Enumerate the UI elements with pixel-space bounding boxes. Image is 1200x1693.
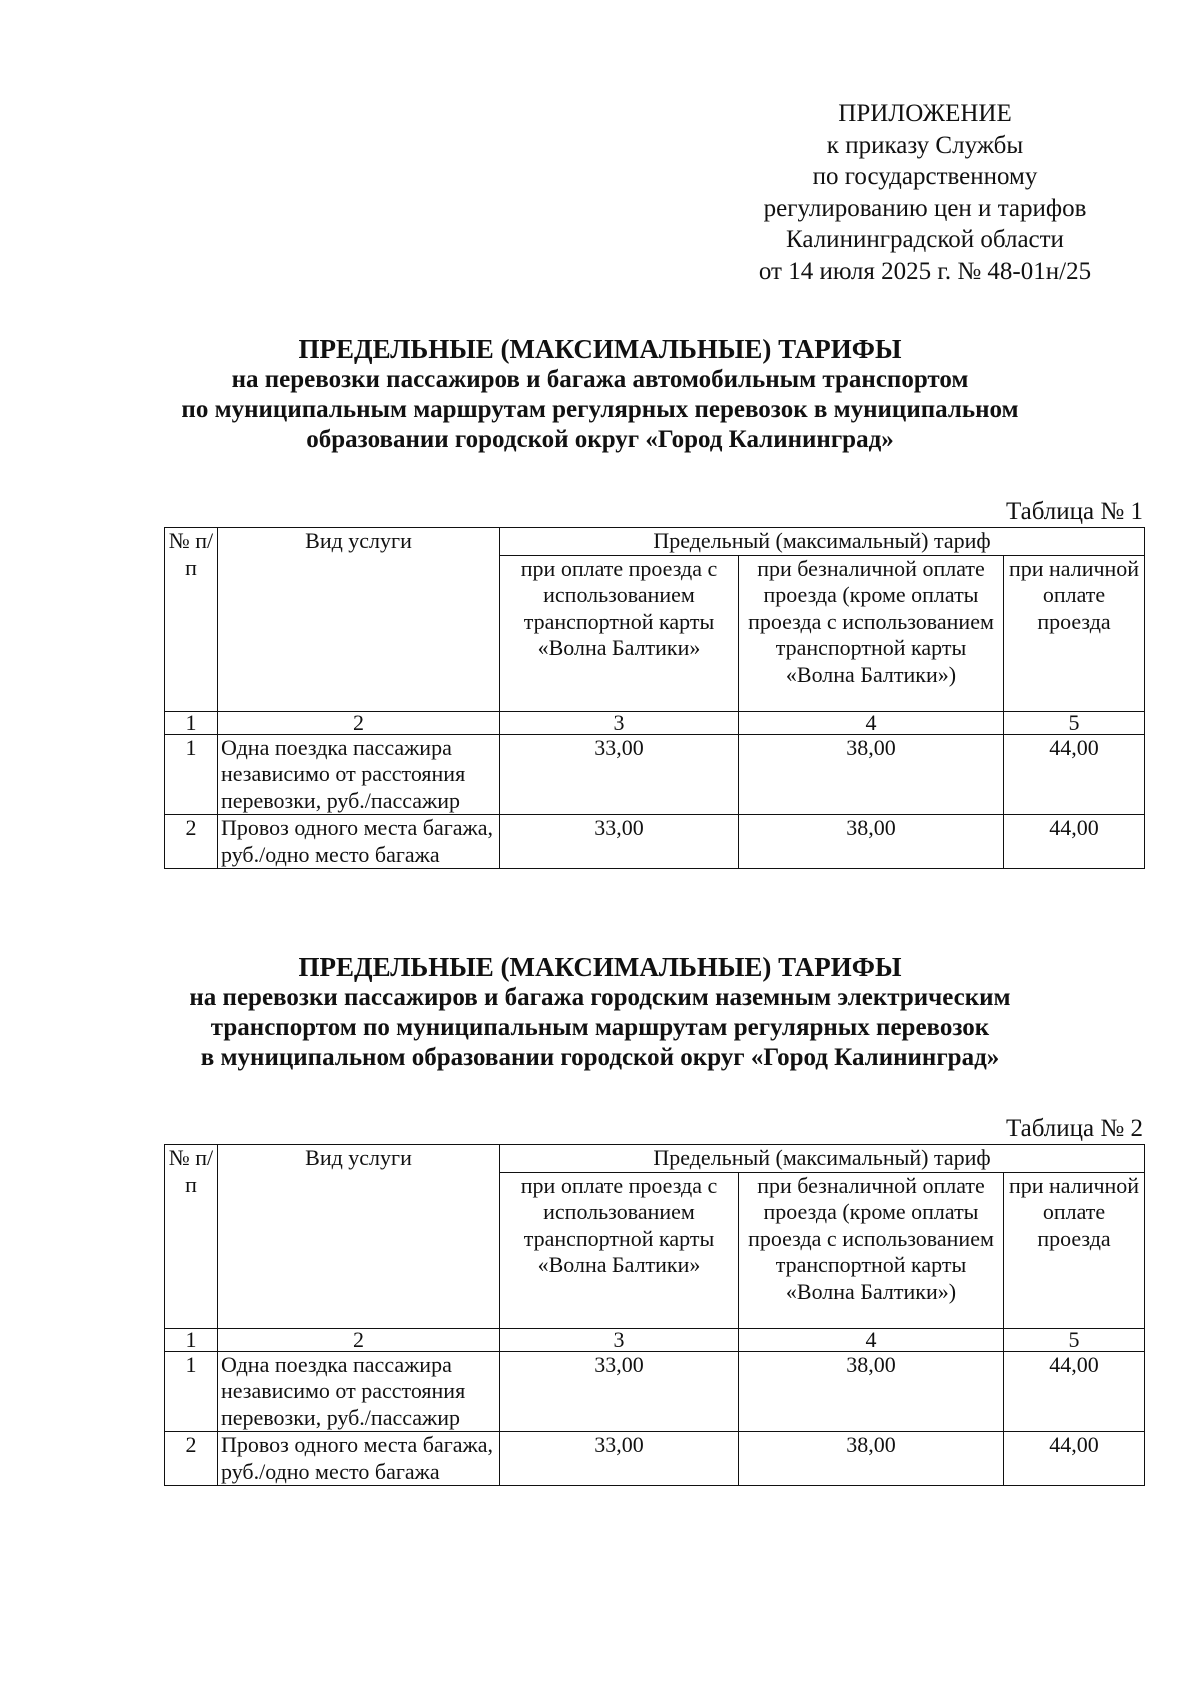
header-num: № п/п xyxy=(165,1145,218,1329)
table-header-row xyxy=(165,1145,1145,1173)
row-card-tariff: 33,00 xyxy=(500,815,739,869)
column-numbers-row xyxy=(165,711,1145,734)
appendix-block xyxy=(705,98,1145,287)
appendix-line: ПРИЛОЖЕНИЕ xyxy=(838,100,1012,127)
row-cash-tariff: 44,00 xyxy=(1004,1432,1145,1486)
section-subtitle-line: транспортом по муниципальным маршрутам регулярных перевозок xyxy=(210,1014,990,1041)
row-num: 1 xyxy=(165,1351,218,1432)
table-row xyxy=(165,1432,1145,1486)
table-row xyxy=(165,734,1145,815)
column-number: 3 xyxy=(500,1328,739,1351)
column-number: 5 xyxy=(1004,711,1145,734)
header-tariff-group: Предельный (максимальный) тариф xyxy=(500,528,1145,556)
column-number: 4 xyxy=(739,711,1004,734)
appendix-line: к приказу Службы xyxy=(826,131,1024,159)
row-cashless-tariff: 38,00 xyxy=(739,815,1004,869)
section-1-heading xyxy=(0,333,1200,455)
column-number: 4 xyxy=(739,1328,1004,1351)
header-cashless-payment: при безналичной оплате проезда (кроме оплаты проезда с использованием транспортной карты «Волна Балтики») xyxy=(739,555,1004,711)
section-title: ПРЕДЕЛЬНЫЕ (МАКСИМАЛЬНЫЕ) ТАРИФЫ xyxy=(298,952,902,982)
table-1-caption: Таблица № 1 xyxy=(1005,498,1143,525)
header-cash-payment: при наличной оплате проезда xyxy=(1004,1172,1145,1328)
column-number: 1 xyxy=(165,1328,218,1351)
row-service: Одна поездка пассажира независимо от расстояния перевозки, руб./пассажир xyxy=(218,1351,500,1432)
column-number: 3 xyxy=(500,711,739,734)
section-subtitle-line: на перевозки пассажиров и багажа автомобильным транспортом xyxy=(231,366,969,393)
row-card-tariff: 33,00 xyxy=(500,734,739,815)
section-title: ПРЕДЕЛЬНЫЕ (МАКСИМАЛЬНЫЕ) ТАРИФЫ xyxy=(298,334,902,364)
tariff-table-2 xyxy=(164,1144,1145,1486)
table-2-caption: Таблица № 2 xyxy=(1005,1115,1143,1142)
column-number: 2 xyxy=(218,711,500,734)
appendix-line: регулированию цен и тарифов xyxy=(763,194,1087,222)
table-row xyxy=(165,815,1145,869)
column-numbers-row xyxy=(165,1328,1145,1351)
header-num: № п/п xyxy=(165,528,218,712)
section-subtitle-line: в муниципальном образовании городской округ «Город Калининград» xyxy=(200,1044,1000,1071)
header-service: Вид услуги xyxy=(218,1145,500,1329)
row-card-tariff: 33,00 xyxy=(500,1351,739,1432)
section-2-heading xyxy=(0,951,1200,1073)
row-service: Провоз одного места багажа, руб./одно место багажа xyxy=(218,815,500,869)
table-header-row xyxy=(165,528,1145,556)
row-cashless-tariff: 38,00 xyxy=(739,1351,1004,1432)
row-num: 2 xyxy=(165,1432,218,1486)
header-card-payment: при оплате проезда с использованием транспортной карты «Волна Балтики» xyxy=(500,1172,739,1328)
section-subtitle-line: на перевозки пассажиров и багажа городским наземным электрическим xyxy=(189,984,1011,1011)
column-number: 2 xyxy=(218,1328,500,1351)
header-cashless-payment: при безналичной оплате проезда (кроме оплаты проезда с использованием транспортной карты «Волна Балтики») xyxy=(739,1172,1004,1328)
header-cash-payment: при наличной оплате проезда xyxy=(1004,555,1145,711)
table-row xyxy=(165,1351,1145,1432)
column-number: 1 xyxy=(165,711,218,734)
header-card-payment: при оплате проезда с использованием транспортной карты «Волна Балтики» xyxy=(500,555,739,711)
row-service: Провоз одного места багажа, руб./одно место багажа xyxy=(218,1432,500,1486)
row-cash-tariff: 44,00 xyxy=(1004,815,1145,869)
row-card-tariff: 33,00 xyxy=(500,1432,739,1486)
appendix-line: Калининградской области xyxy=(786,226,1064,253)
column-number: 5 xyxy=(1004,1328,1145,1351)
appendix-line: от 14 июля 2025 г. № 48-01н/25 xyxy=(758,257,1092,285)
row-service: Одна поездка пассажира независимо от расстояния перевозки, руб./пассажир xyxy=(218,734,500,815)
row-cash-tariff: 44,00 xyxy=(1004,1351,1145,1432)
row-num: 2 xyxy=(165,815,218,869)
row-cashless-tariff: 38,00 xyxy=(739,1432,1004,1486)
header-service: Вид услуги xyxy=(218,528,500,712)
appendix-line: по государственному xyxy=(812,163,1038,190)
row-cashless-tariff: 38,00 xyxy=(739,734,1004,815)
header-tariff-group: Предельный (максимальный) тариф xyxy=(500,1145,1145,1173)
section-subtitle-line: образовании городской округ «Город Калининград» xyxy=(306,426,894,453)
row-cash-tariff: 44,00 xyxy=(1004,734,1145,815)
row-num: 1 xyxy=(165,734,218,815)
tariff-table-1 xyxy=(164,527,1145,869)
section-subtitle-line: по муниципальным маршрутам регулярных перевозок в муниципальном xyxy=(181,396,1019,423)
